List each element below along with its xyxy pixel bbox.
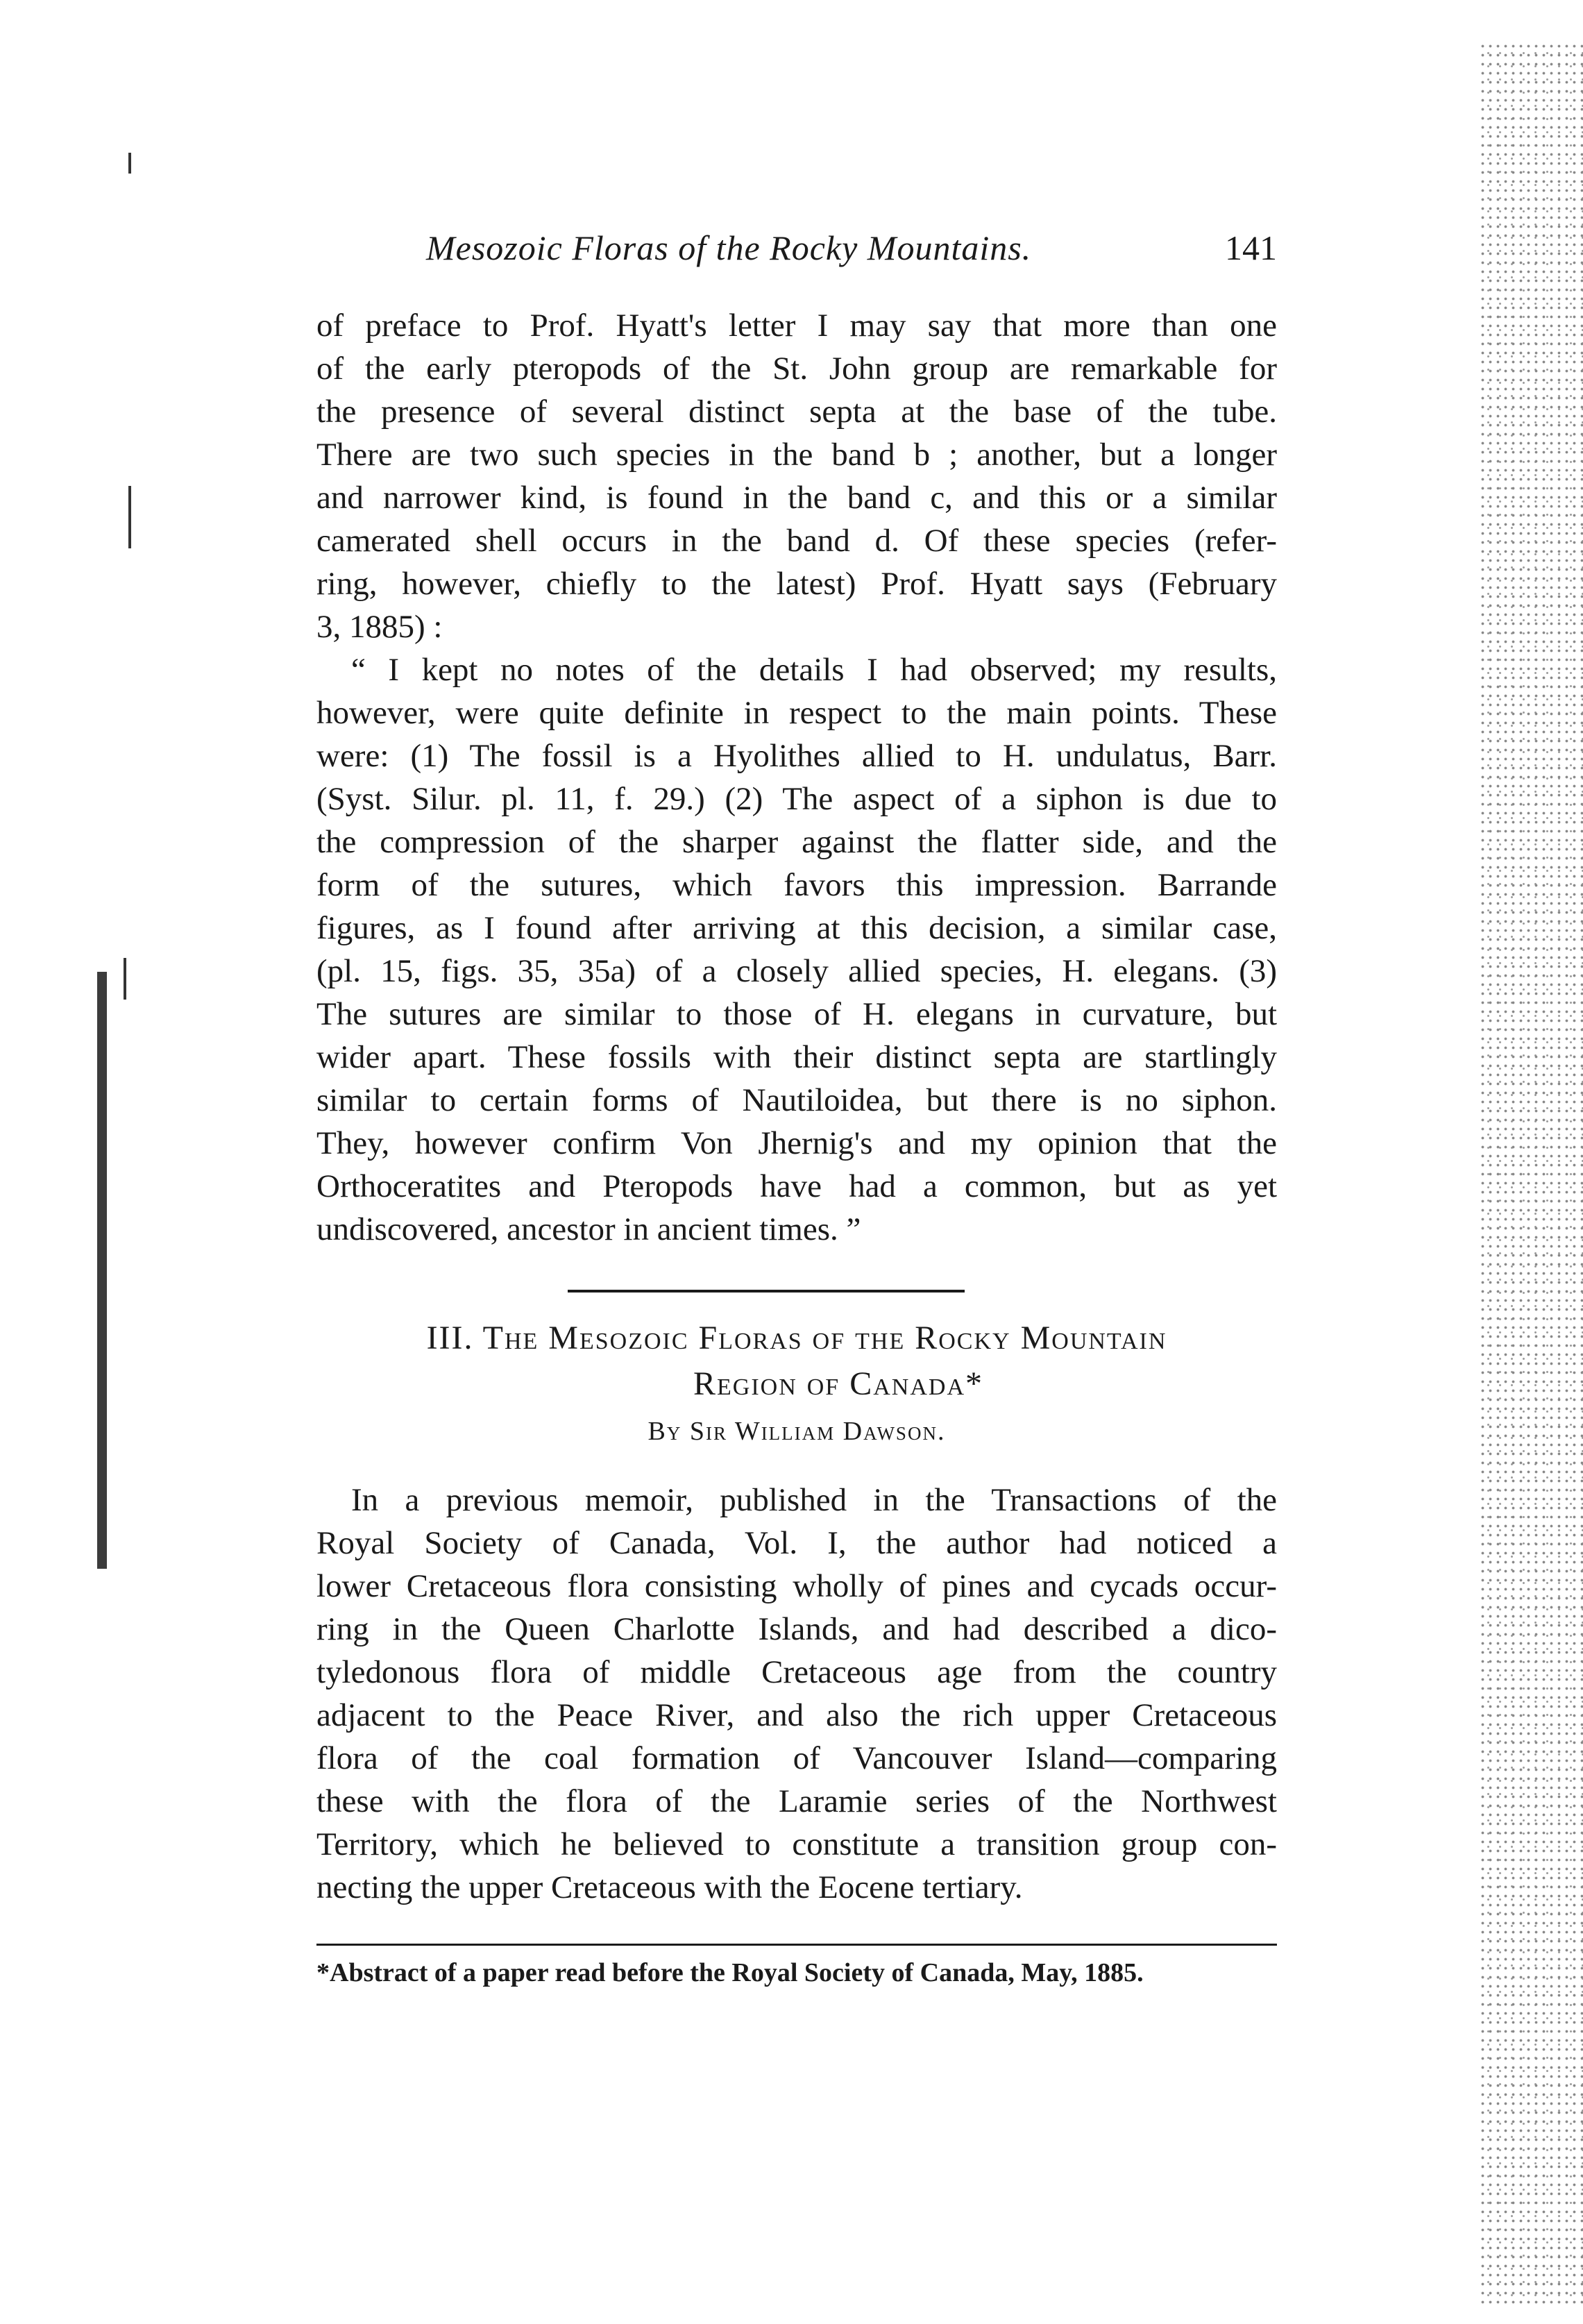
section-title-line-1: III. The Mesozoic Floras of the Rocky Mountain bbox=[426, 1320, 1167, 1356]
text-line: wider apart. These fossils with their distinct septa are startlingly bbox=[316, 1039, 1277, 1075]
text-line: camerated shell occurs in the band d. Of these species (refer- bbox=[316, 523, 1277, 559]
text-line: There are two such species in the band b ; another, but a longer bbox=[316, 437, 1277, 473]
text-line: (Syst. Silur. pl. 11, f. 29.) (2) The aspect of a siphon is due to bbox=[316, 781, 1277, 817]
text-line: In a previous memoir, published in the Transactions of the bbox=[351, 1482, 1277, 1518]
scan-mark bbox=[128, 153, 131, 174]
text-line: form of the sutures, which favors this impression. Barrande bbox=[316, 867, 1277, 903]
scan-margin-speckle bbox=[1479, 42, 1583, 2305]
scan-mark bbox=[124, 958, 126, 1000]
text-line: similar to certain forms of Nautiloidea, but there is no siphon. bbox=[316, 1082, 1277, 1118]
text-line: Orthoceratites and Pteropods have had a common, but as yet bbox=[316, 1168, 1277, 1204]
scan-binding-shadow bbox=[97, 972, 107, 1569]
text-line: figures, as I found after arriving at this decision, a similar case, bbox=[316, 910, 1277, 946]
section-title-line-2: Region of Canada* bbox=[693, 1365, 983, 1402]
footnote: *Abstract of a paper read before the Royal Society of Canada, May, 1885. bbox=[316, 1958, 1144, 1987]
text-line: undiscovered, ancestor in ancient times. ” bbox=[316, 1211, 861, 1247]
text-line: of the early pteropods of the St. John group are remarkable for bbox=[316, 351, 1277, 387]
scan-mark bbox=[128, 486, 131, 548]
footnote-rule bbox=[316, 1944, 1277, 1946]
byline: By Sir William Dawson. bbox=[647, 1417, 946, 1446]
text-line: (pl. 15, figs. 35, 35a) of a closely allied species, H. elegans. (3) bbox=[316, 953, 1277, 989]
text-line: ring, however, chiefly to the latest) Prof. Hyatt says (February bbox=[316, 566, 1277, 602]
text-line: of preface to Prof. Hyatt's letter I may say that more than one bbox=[316, 308, 1277, 344]
running-head-title: Mesozoic Floras of the Rocky Mountains. bbox=[426, 228, 1032, 267]
text-line: necting the upper Cretaceous with the Eocene tertiary. bbox=[316, 1869, 1023, 1905]
text-line: were: (1) The fossil is a Hyolithes allied to H. undulatus, Barr. bbox=[316, 738, 1277, 774]
text-line: Territory, which he believed to constitute a transition group con- bbox=[316, 1826, 1277, 1862]
text-line: Royal Society of Canada, Vol. I, the author had noticed a bbox=[316, 1525, 1277, 1561]
text-line: The sutures are similar to those of H. elegans in curvature, but bbox=[316, 996, 1277, 1032]
page-number: 141 bbox=[1225, 228, 1277, 267]
text-line: lower Cretaceous flora consisting wholly of pines and cycads occur- bbox=[316, 1568, 1277, 1604]
text-line: flora of the coal formation of Vancouver Island—comparing bbox=[316, 1740, 1277, 1776]
running-head bbox=[316, 221, 1277, 283]
text-line: 3, 1885) : bbox=[316, 609, 443, 645]
text-line: and narrower kind, is found in the band c, and this or a similar bbox=[316, 480, 1277, 516]
text-line: adjacent to the Peace River, and also the rich upper Cretaceous bbox=[316, 1697, 1277, 1733]
text-line: the presence of several distinct septa at the base of the tube. bbox=[316, 394, 1277, 430]
section-divider bbox=[568, 1290, 965, 1292]
text-line: these with the flora of the Laramie series of the Northwest bbox=[316, 1783, 1277, 1819]
text-line: They, however confirm Von Jhernig's and my opinion that the bbox=[316, 1125, 1277, 1161]
text-line: tyledonous flora of middle Cretaceous age from the country bbox=[316, 1654, 1277, 1690]
text-line: ring in the Queen Charlotte Islands, and had described a dico- bbox=[316, 1611, 1277, 1647]
text-line: “ I kept no notes of the details I had observed; my results, bbox=[351, 652, 1277, 688]
text-line: however, were quite definite in respect to the main points. These bbox=[316, 695, 1277, 731]
text-line: the compression of the sharper against the flatter side, and the bbox=[316, 824, 1277, 860]
